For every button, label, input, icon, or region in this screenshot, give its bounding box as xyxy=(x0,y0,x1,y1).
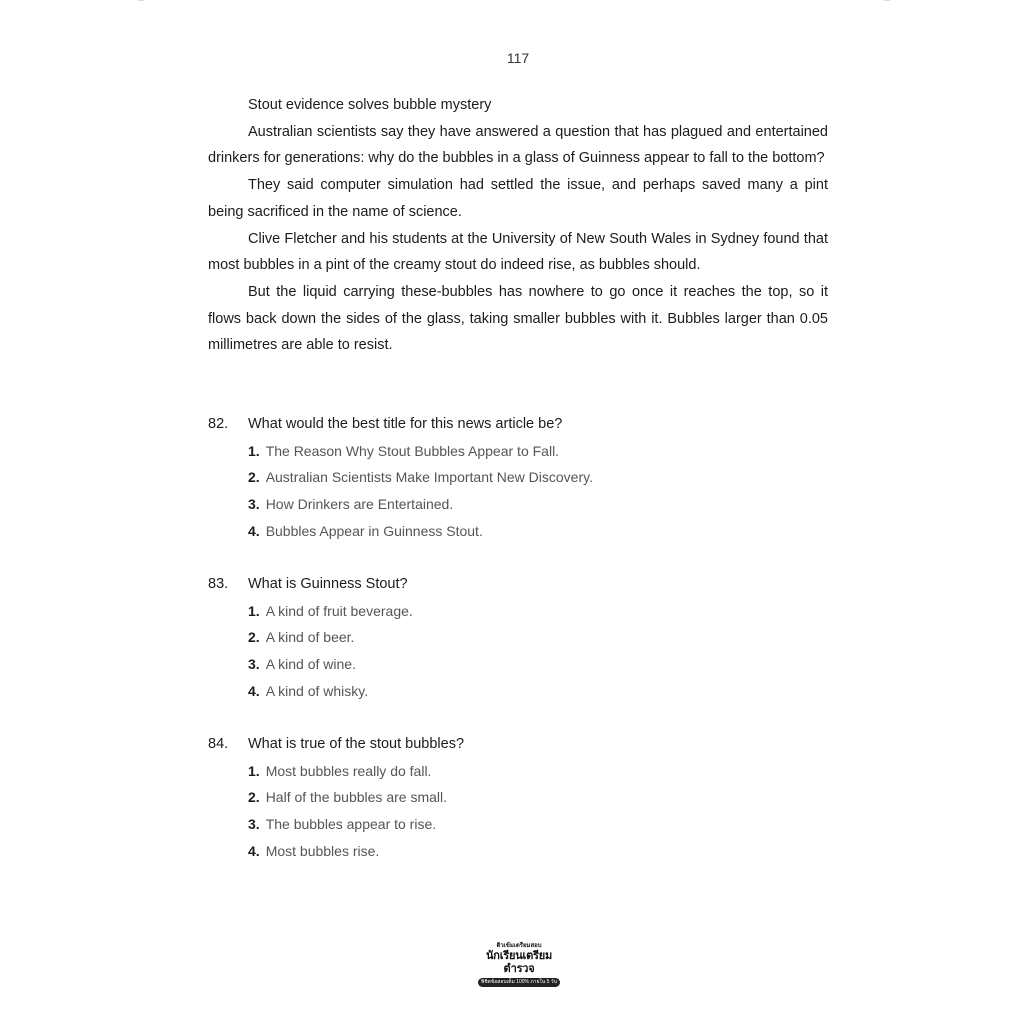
option-text: A kind of fruit beverage. xyxy=(265,602,413,619)
answer-option[interactable] xyxy=(208,758,828,785)
logo-banner: พิชิตข้อสอบเต็ม 100% ภายใน 5 วัน xyxy=(478,978,560,987)
option-number: 2. xyxy=(248,789,260,806)
option-text: Australian Scientists Make Important New Discovery. xyxy=(265,469,593,486)
option-text: The Reason Why Stout Bubbles Appear to Fall. xyxy=(265,442,560,459)
news-article xyxy=(208,92,828,359)
answer-option[interactable] xyxy=(208,518,828,545)
option-text: How Drinkers are Entertained. xyxy=(265,496,454,513)
option-list xyxy=(208,438,828,545)
option-number: 1. xyxy=(248,602,260,619)
option-text: Half of the bubbles are small. xyxy=(265,789,448,806)
option-number: 1. xyxy=(248,762,260,779)
question-84 xyxy=(208,731,828,865)
option-number: 3. xyxy=(248,656,260,673)
option-number: 4. xyxy=(248,682,260,699)
question-number: 82. xyxy=(208,416,229,432)
logo-tagline: ติวเข้มเตรียมสอบ xyxy=(496,943,542,949)
article-paragraph: Australian scientists say they have answered a question that has plagued and entertained drinkers for generations: why do the bubbles in a glass of Guinness appear to fall to the bottom? xyxy=(208,123,828,167)
option-text: A kind of wine. xyxy=(265,656,356,673)
answer-option[interactable] xyxy=(208,838,828,865)
article-paragraph: But the liquid carrying these-bubbles has nowhere to go once it reaches the top, so it flows back down the sides of the glass, taking smaller bubbles with it. Bubbles larger than 0.05 millimetres are able to resist. xyxy=(208,283,828,354)
answer-option[interactable] xyxy=(208,438,828,465)
option-list xyxy=(208,758,828,865)
article-paragraph: They said computer simulation had settled the issue, and perhaps saved many a pint being sacrificed in the name of science. xyxy=(208,177,828,220)
option-number: 4. xyxy=(248,522,260,539)
answer-option[interactable] xyxy=(208,784,828,811)
option-text: A kind of beer. xyxy=(265,629,355,646)
question-text: What is Guinness Stout? xyxy=(248,576,408,592)
answer-option[interactable] xyxy=(208,464,828,491)
option-number: 1. xyxy=(248,442,260,459)
answer-option[interactable] xyxy=(208,624,828,651)
option-text: Most bubbles really do fall. xyxy=(265,762,432,779)
option-text: Most bubbles rise. xyxy=(265,842,380,859)
publisher-logo xyxy=(474,942,564,985)
option-text: A kind of whisky. xyxy=(265,682,369,699)
option-number: 4. xyxy=(248,842,260,859)
article-headline: Stout evidence solves bubble mystery xyxy=(248,97,492,113)
question-text: What would the best title for this news article be? xyxy=(248,416,563,432)
question-text: What is true of the stout bubbles? xyxy=(248,736,465,752)
crop-mark-right xyxy=(884,0,890,7)
option-number: 2. xyxy=(248,469,260,486)
logo-title: นักเรียนเตรียมตำรวจ xyxy=(485,950,553,975)
option-text: Bubbles Appear in Guinness Stout. xyxy=(265,522,483,539)
option-list xyxy=(208,598,828,705)
option-text: The bubbles appear to rise. xyxy=(265,816,437,833)
answer-option[interactable] xyxy=(208,678,828,705)
option-number: 3. xyxy=(248,496,260,513)
question-83 xyxy=(208,571,828,705)
article-paragraph: Clive Fletcher and his students at the University of New South Wales in Sydney found that most bubbles in a pint of the creamy stout do indeed rise, as bubbles should. xyxy=(208,230,828,274)
answer-option[interactable] xyxy=(208,811,828,838)
page-number: 117 xyxy=(506,50,530,66)
question-number: 83. xyxy=(208,576,229,592)
answer-option[interactable] xyxy=(208,491,828,518)
answer-option[interactable] xyxy=(208,651,828,678)
question-number: 84. xyxy=(208,736,229,752)
answer-option[interactable] xyxy=(208,598,828,625)
crop-mark-left xyxy=(138,0,144,7)
question-82 xyxy=(208,411,828,545)
option-number: 3. xyxy=(248,816,260,833)
option-number: 2. xyxy=(248,629,260,646)
